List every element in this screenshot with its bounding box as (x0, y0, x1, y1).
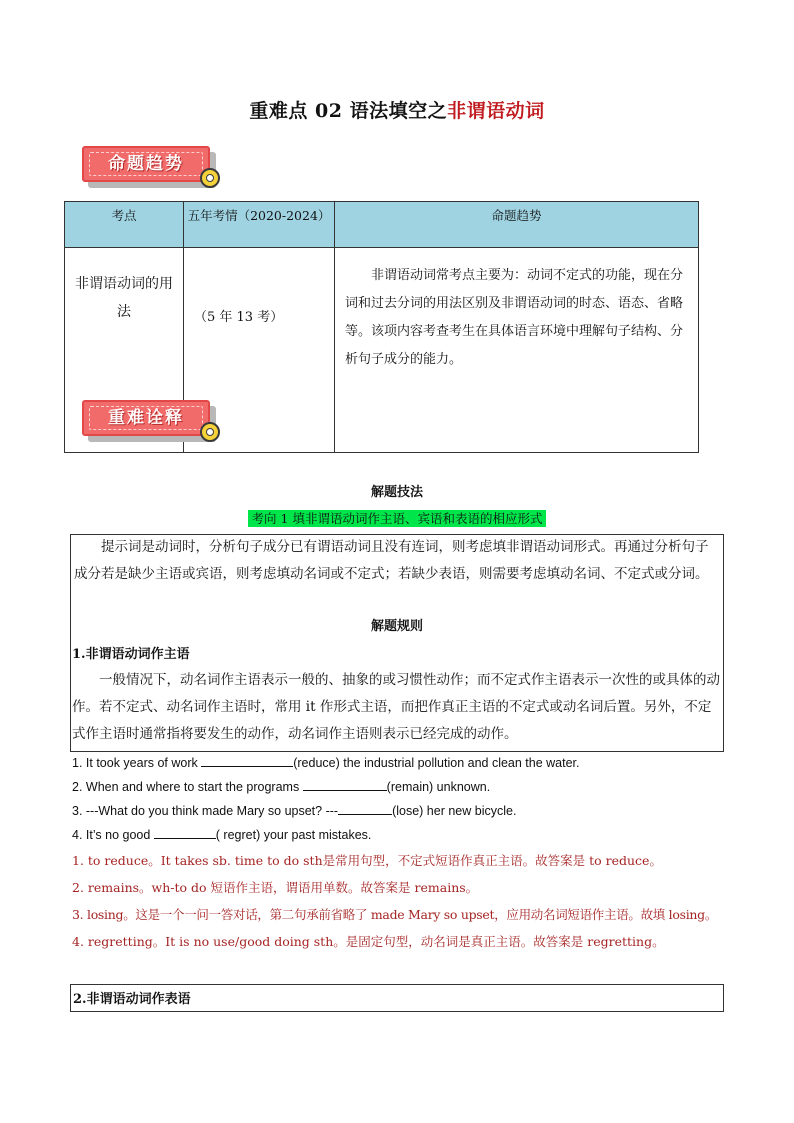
question-4 (72, 826, 371, 842)
question-text: (reduce) the industrial pollution and clean the water. (293, 756, 580, 770)
table-header: 考点 (65, 202, 184, 248)
topic-highlight-wrap (0, 508, 794, 527)
topic-highlight: 考向 1 填非谓语动词作主语、宾语和表语的相应形式 (248, 510, 547, 527)
question-1 (72, 754, 580, 770)
question-text: 3. ---What do you think made Mary so upset? --- (72, 804, 339, 818)
ring-icon (200, 422, 220, 442)
count-cell: （5 年 13 考） (184, 248, 335, 453)
answer-2: 2. remains。wh-to do 短语作主语，谓语用单数。故答案是 remains。 (72, 880, 479, 895)
badge-trend-label: 命题趋势 (108, 154, 184, 174)
topic-cell: 非谓语动词的用法 (65, 248, 184, 453)
question-text: ( regret) your past mistakes. (215, 828, 372, 842)
answer-blank (338, 802, 392, 815)
section2-box (70, 984, 724, 1012)
rule-title: 1.非谓语动词作主语 (72, 647, 190, 662)
description-cell: 非谓语动词常考点主要为：动词不定式的功能，现在分词和过去分词的用法区别及非谓语动词的时态、语态、省略等。该项内容考查考生在具体语言环境中理解句子结构、分析句子成分的能力。 (335, 248, 699, 453)
question-3 (72, 802, 516, 818)
question-text: (remain) unknown. (386, 780, 491, 794)
section2-heading: 2.非谓语动词作表语 (73, 992, 191, 1007)
badge-explain (82, 400, 234, 448)
question-text: (lose) her new bicycle. (392, 804, 517, 818)
title-highlight: 非谓语动词 (447, 100, 545, 122)
badge-explain-label: 重难诠释 (108, 408, 184, 428)
page-title (0, 96, 794, 123)
title-main: 重难点 02 语法填空之 (249, 100, 448, 122)
rules-heading: 解题规则 (370, 619, 423, 634)
table-header-row (65, 202, 699, 248)
intro-paragraph: 提示词是动词时，分析句子成分已有谓语动词且没有连词，则考虑填非谓语动词形式。再通过分析句子成分若是缺少主语或宾语，则考虑填动名词或不定式；若缺少表语，则需要考虑填动名词、不定式或分词。 (74, 539, 709, 582)
section-heading: 解题技法 (370, 485, 423, 500)
question-2 (72, 778, 490, 794)
answer-blank (201, 754, 293, 767)
answer-blank (303, 778, 387, 791)
ring-icon (200, 168, 220, 188)
rule-paragraph: 一般情况下，动名词作主语表示一般的、抽象的或习惯性动作；而不定式作主语表示一次性的或具体的动作。若不定式、动名词作主语时，常用 it 作形式主语，而把作真正主语的不定式或动名词后置。另外，不定式作主语时通常指将要发生的动作，动名词作主语则表示已经完成的动作。 (72, 672, 720, 742)
badge-trend (82, 146, 234, 194)
question-text: 4. It’s no good (72, 828, 154, 842)
answer-4: 4. regretting。It is no use/good doing sth。是固定句型，动名词是真正主语。故答案是 regretting。 (72, 934, 665, 949)
answer-1: 1. to reduce。It takes sb. time to do sth是常用句型，不定式短语作真正主语。故答案是 to reduce。 (72, 853, 662, 868)
question-text: 2. When and where to start the programs (72, 780, 303, 794)
question-text: 1. It took years of work (72, 756, 202, 770)
answer-3: 3. losing。这是一个一问一答对话，第二句承前省略了 made Mary so upset，应用动名词短语作主语。故填 losing。 (72, 907, 718, 922)
table-header: 命题趋势 (335, 202, 699, 248)
table-header: 五年考情（2020-2024） (184, 202, 335, 248)
answer-blank (154, 826, 216, 839)
